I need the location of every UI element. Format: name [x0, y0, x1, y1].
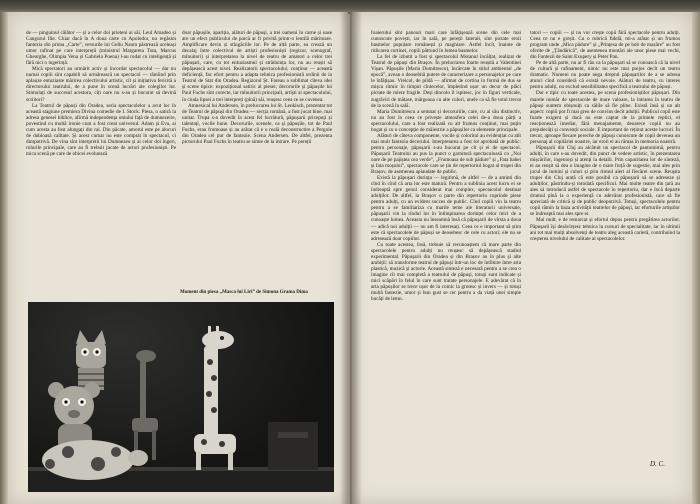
left-page-column-2 — [182, 30, 332, 288]
paragraph: Pe de altă parte, nu ar fi rău ca la păpușari să se cunoască că la nivel de cultură și rafinament, nimic nu este mai prejos decît un teatru dramatic. Numeni nu poate nega dreptul păpușarilor de a se adresa atunci cînd consideră că există nevoie. Alături de teatru, cu interes pentru adulți, nu exclud sensibilitatea specifică a teatrului de păpuși. — [530, 60, 680, 91]
paragraph: Mică spectatori au urmărit activ și încordat spectacolul — dar nu numai copiii sînt capabili să urmărească un spectacol — rămîind prin aplauze entuziaste mărirea colectivului artistic, cît și inițiativa fericită a directorului teatrului, de a pune în scenă lucrări ale colegilor lor. Stimulați de succesul acestora, cîți oare nu s-au și bucurat să devină scriitori? — [26, 66, 176, 103]
book-gutter — [340, 12, 362, 504]
paragraph: Există la păpușari dorința — legitimă, de altfel — de a aminti din cînd în cînd că arta lor este matură. Pentru a sublinia acest lucru ei se îndreaptă spre genul considerat mai complex, spectacolul destinat adulților. De altfel, la Brașov o parte din repertoriu cuprinde piese pentru adulți, cu un evident succes de public. Cînd copiii vin la teatru pentru a se familiariza cu marile teme ale literaturii universale, păpușarii vin la rîndul lor în întîmpinarea dorinței celor mici de a cunoaște lumea. Aceasta nu înseamnă însă că păpușarii de vîrsta a doua — adică noi adulții — nu am fi interesați. Ceea ce e important să știm este că spectacolele de păpuși se deosebesc de cele cu actori; ele nu se adresează doar copiilor. — [371, 175, 521, 242]
paragraph: Dar e tipic cu toate acestea, pe scena profesioniștilor păpușari. Din marele număr de spectacole de mare valoare, la intrarea în teatru de păpuși suntem obișnuiți ca sălile să fie pline. Există însă și un alt aspect: copiii pot fi mai greu de convins decît adulții. Publicul copil este foarte exigent și dacă nu este captat de la primele replici, el reacționează imediat, fără menajamente, deoarece copiii nu au prejudecăți și convenții sociale. E important de reținut aceste lucruri. În trecut, aproape fiecare pereche de păpuși cunoscute de copii devenea un personaj al copilăriei noastre, iar eroii ei au rămas în memoria noastră. — [530, 90, 680, 145]
right-page-column-2 — [530, 30, 680, 440]
small-giraffe-puppet — [132, 350, 158, 460]
paragraph: Cu toate acestea, însă, trebuie să recunoaștem că mare parte din spectacolele pentru adulți nu reușesc să depășească stadiul experimental. Păpușarii din Oradea și din Brașov au în plus și alte ambiții: să transforme teatrul de păpuși într-un loc de întîlnire între arta plastică, muzică și actorie. Această sinteză e necesară pentru a se crea o imagine cît mai completă a teatrului de păpuși, totuși sunt indicate și mici scăpări în felul în care sunt tratate personajele. E adevărat că în arta păpușilor se trece ușor de la comic la grotesc și invers — și totuși multă fantezie, umor și bun gust se cer pentru a da viață unei simple bucăți de lemn. — [371, 241, 521, 303]
paragraph: La fel de izbutit a fost și spectacolul Motanul încălțat, realizat de Teatrul de păpuși din Brașov. În prelucrarea foarte reușită a Valentinei Vișan. Păpușile (Maria Dumitrescu), încărcate în stilul ambiental „de epocă”, aveau o deosebită putere de caracterizare a personajelor pe care le înfățișau. Vreicol, de pildă — afirmat de cortina în formă de dus se mișca ritmic în timpul cîntecelor, împletind ușor un decor de plăci pictate de miere fragile. Deși dincolo îl ispitesc, joc în figuri verticale, zugrăviri de mătase, mărgeaua cu alte culori, unele ca să fie totul trecut de la scenă în sală. — [371, 54, 521, 109]
paragraph: Mai mult, e de remarcat și efortul depus pentru pregătirea actorilor. Păpușarii își desăvîrșesc tehnica la cursuri de specialitate, iar în ultimii ani tot mai mulți absolvenți de teatru aleg această carieră, contribuind la creșterea nivelului de calitate al spectacolelor. — [530, 217, 680, 242]
puppet-photo — [28, 302, 334, 492]
left-page-column-1 — [26, 30, 176, 288]
paragraph: Maria Dumitrescu a semnat și decoruriile, care, cu al său distinctiv, nu au fost în ceea ce privește atmosfera celei de-a doua părți a spectacolului, care a fost realizată cu alt frumos conținut, mai puțin bogat și cu o concepție de măiestrie a păpușilor ca elemente principale. — [371, 108, 521, 133]
giraffe-puppet — [194, 326, 236, 470]
cat-puppet — [76, 330, 106, 390]
teddy-bear-puppet — [48, 382, 100, 450]
background-block — [268, 422, 318, 470]
paragraph: La Teatrul de păpuși din Oradea, seria spectacolelor a avut loc în această stagiune premiera Divina comedie de I. Stock. Piesa, o satiră la adresa genesei biblice, afirmă independența omului față de dumnezeire, povestind cu multă ironie cum a fost creat universul. Adam și Eva, ai cum acesta au fost alungați din rai. Din păcate, amorul este pe alocuri de dubioasă calitate. Și acest cumar nu este comprat în spectacol, ci dimpotrivă. De vina sînt interpretii lui Dumnezeu și ai celor doi îngeri, rolurile principale, care au fi trebuit jucate de actori profesioniști. Pe mica scenă pe care de obicei evoluează — [26, 102, 176, 157]
page-edge-left — [0, 12, 8, 504]
puppet-photo-illustration — [28, 302, 334, 492]
paragraph: de — pinguinul călător — și a celor doi prieteni ai săi, Leul Amadeo și Cangurul Ilie. Chiar dacă în A doua carte cu Apolodor, nu regăsim fantezia din prima „Carte”, versurile lui Gellu Naum păstrează aceleași umor rafinat pe care interpreții (ministrul Margareta Tuta, Marcus Gheorghe, Olimpia Vena și Gabriela Poena) l-au rodat cu inteligență și fără nici o ingerință. — [26, 30, 176, 67]
paragraph: foaierului sînt panouri mari care înfățișează scene din cele mai cunoscute povești, iar în sală, pe pereții laterali, sînt pictate eroii basmelor populare românești și maghiare. Astfel încît, înainte de ridicarea cortinei, copiii pătrund în lumea basmelor. — [371, 30, 521, 55]
page-edge-right — [692, 12, 700, 504]
right-page-column-1 — [371, 30, 521, 488]
paragraph: Alături de câteva componente, vocile și coloritul au evidențiat cu atît mai mult fantezia decorului. Interpretarea a fost tot aprobată de public: pentru personaje, păpușarii s-au bucurat pe cît și ei de spectacol. Păpușarii Teatrului au pus la punct o garnitură spectaculoasă cu „Noi oare de pe pajiștea cea verde”, „Frumoasa de sub pădure” și „Fata babei și fata moșului”, spectacole care se țin de repertoriul bogat al trupei din Brașov, de asemenea aplaudate de public. — [371, 132, 521, 176]
author-signature: D. C. — [650, 460, 665, 468]
paragraph: doar păpușile, apariția, alături de păpuși, a trei oameni în carne și oase are un efect publicului de parcă ar fi privită printr-o lentilă măritoare. Amplificare devin și stîngăciile lor. Pe de altă parte, ea crează un decalaj între colectivul de artiști profesioniști (regizor, scenograf, mînuitori) și interpretarea la nivel de teatru de amatori a celor trei păpușari, care, cu tot entuziasmul și străduința lor, nu au reușit să depășească acest nivel. Realizatorii spectacolului, conținut — această deficiență, fac efort pentru a adapta tehnica profesionistă ordinii de la Teatrul de Stat din Oradea. Regizorul Șt. Fareau a sublimat cîteva idei și scene tipice: expozițional satiric al piesei; decorurile și păpușile lui Paul Fuchs sînt corecte, iar mînuitorii principali, artiști ai spectacolului, în ciuda lipsei a trei interpreți (pînă) săi, reușesc ceea ce se cuvenea. — [182, 30, 332, 103]
photo-caption: Moment din piesa „Masca lui Liri” de Simona Grama Dima — [180, 290, 308, 295]
paragraph: Amnesical lui Andersen, în prelucrarea lui St. Lenkisch, prezentat tot de Teatrul de păpuși din Oradea — secția română, a fost jucat bine, mai unitar. Trupa s-a dovedit în acest fel lucrătură, păpușarii pricepuți și talentați, vocile bune. Decorurile, scenele, ca și păpușile, tot de Paul Fuchs, erau frumoase și au arătat că e o reală deconstructire a Pergole din Oradea cel pur de fantezie. Scena Andersen. De altfel, prezenta pictorului Paul Fuchs în teatru se simte de la intrare. Pe pereții — [182, 102, 332, 145]
paragraph: tatori — copiii — și nu vor crește copii fără spectacole pentru adulți. Ceea ce nu e greșit. Cu o rubrică fidelă, mi-a arătat și un frumos program unde „Mica pădure” și „Prințesa de pe bob de mazăre” au fost oferite de „Țăndărică”, de asemenea montări ale unor piese mai vechi, din Fantezii de Saint Exupery și Peter Pan. — [530, 30, 680, 61]
paragraph: Păpușarii din Cluj au alcătuit un spectacol de pantomimă, pentru adulți, în care s-au dovedit, din punct de vedere artistic, în prezentarea mișcărilor, ingenioși și atenți la detalii. Prin capacitatea lor de sinteză, ei au reușit să dea o imagine de o mare forță de sugestie, mai ales prin jocul de lumini și culori și prin ritmul alert al fiecărei scene. Reușita trupei din Cluj arată că este posibil ca păpușarii să se adreseze și adulților, păstrîndu-și totodată specificul. Mai multe teatre din țară au ales să introducă astfel de spectacole în repertoriu, dar e încă departe drumul pînă la o experiență cu adevărat profesionistă, care să fie apreciată de critică și de public deopotrivă. Totuși, spectacolele pentru copii rămîn la baza activității teatrelor de păpuși, iar eforturile artiștilor se îndreaptă mai ales spre ei. — [530, 144, 680, 218]
